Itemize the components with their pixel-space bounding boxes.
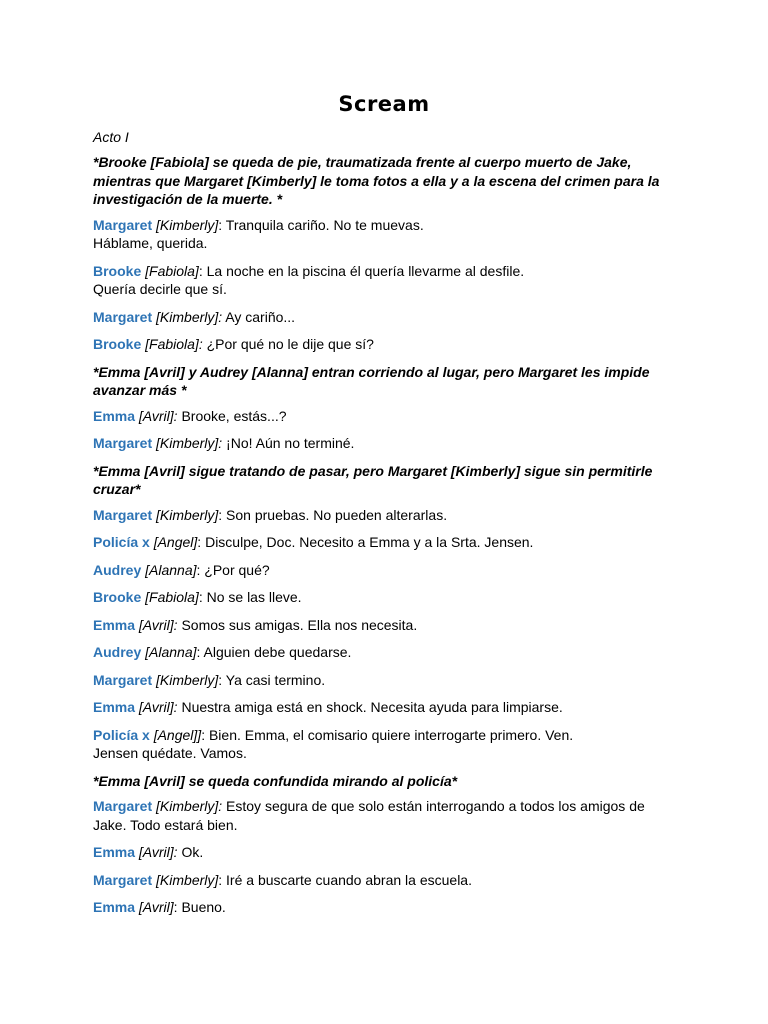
actor-name: [Angel]] bbox=[153, 726, 202, 743]
speaker-name: Emma bbox=[93, 899, 136, 915]
dialogue-line bbox=[93, 434, 673, 453]
actor-name: [Avril]: bbox=[138, 844, 178, 860]
dialogue-line bbox=[93, 335, 673, 354]
speaker-name: Emma bbox=[93, 407, 136, 424]
speaker-name: Policía x bbox=[93, 726, 150, 743]
actor-name: [Kimberly]: bbox=[156, 435, 223, 451]
stage-direction: *Emma [Avril] y Audrey [Alanna] entran corriendo al lugar, pero Margaret les impide avanzar más * bbox=[93, 363, 650, 398]
speaker-name: Margaret bbox=[93, 871, 153, 888]
actor-name: [Avril]: bbox=[138, 699, 178, 715]
actor-name: [Fabiola] bbox=[145, 262, 199, 279]
actor-name: [Kimberly]: bbox=[156, 798, 223, 814]
dialogue-line bbox=[93, 262, 673, 299]
dialogue-text: ¿Por qué? bbox=[204, 561, 270, 578]
actor-name: [Avril]: bbox=[138, 616, 178, 633]
dialogue-line bbox=[93, 797, 673, 834]
colon: : bbox=[196, 561, 201, 578]
speaker-name: Margaret bbox=[93, 308, 153, 325]
dialogue-line bbox=[93, 407, 673, 426]
dialogue-line bbox=[93, 898, 673, 917]
actor-name: [Avril] bbox=[138, 899, 174, 915]
colon: : bbox=[198, 262, 203, 279]
dialogue-text: ¡No! Aún no terminé. bbox=[226, 435, 355, 451]
actor-name: [Kimberly]: bbox=[156, 308, 223, 325]
dialogue-line bbox=[93, 533, 673, 552]
colon: : bbox=[218, 871, 223, 888]
dialogue-text: Bien. Emma, el comisario quiere interrogarte primero. Ven. Jensen quédate. Vamos. bbox=[93, 726, 574, 761]
dialogue-text: Estoy segura de que solo están interrogando a todos los amigos de Jake. Todo estará bien. bbox=[93, 798, 645, 833]
dialogue-line bbox=[93, 616, 673, 635]
dialogue-text: La noche en la piscina él quería llevarme al desfile. Quería decirle que sí. bbox=[93, 262, 525, 297]
colon: : bbox=[196, 644, 201, 660]
actor-name: [Kimberly] bbox=[156, 671, 219, 688]
speaker-name: Margaret bbox=[93, 671, 153, 688]
dialogue-line bbox=[93, 561, 673, 580]
dialogue-text: Bueno. bbox=[181, 899, 226, 915]
dialogue-text: Alguien debe quedarse. bbox=[203, 644, 352, 660]
stage-direction: *Emma [Avril] sigue tratando de pasar, pero Margaret [Kimberly] sigue sin permitirle cruzar* bbox=[93, 462, 653, 497]
dialogue-text: Brooke, estás...? bbox=[181, 407, 287, 424]
dialogue-text: Ok. bbox=[181, 844, 204, 860]
dialogue-line bbox=[93, 843, 673, 862]
dialogue-line bbox=[93, 643, 673, 662]
dialogue-text: Nuestra amiga está en shock. Necesita ayuda para limpiarse. bbox=[181, 699, 563, 715]
speaker-name: Brooke bbox=[93, 262, 142, 279]
speaker-name: Policía x bbox=[93, 534, 150, 550]
actor-name: [Angel] bbox=[153, 534, 198, 550]
dialogue-line bbox=[93, 871, 673, 890]
speaker-name: Audrey bbox=[93, 561, 142, 578]
speaker-name: Brooke bbox=[93, 589, 142, 605]
colon: : bbox=[173, 899, 178, 915]
dialogue-text: Tranquila cariño. No te muevas. Háblame, querida. bbox=[93, 216, 424, 251]
actor-name: [Fabiola]: bbox=[145, 336, 203, 352]
speaker-name: Emma bbox=[93, 844, 136, 860]
dialogue-text: Ya casi termino. bbox=[225, 671, 326, 688]
speaker-name: Audrey bbox=[93, 644, 142, 660]
dialogue-text: Son pruebas. No pueden alterarlas. bbox=[226, 506, 448, 523]
script-body bbox=[93, 153, 673, 917]
actor-name: [Alanna] bbox=[145, 644, 197, 660]
dialogue-text: Iré a buscarte cuando abran la escuela. bbox=[226, 871, 472, 888]
actor-name: [Kimberly] bbox=[156, 506, 219, 523]
dialogue-text: Disculpe, Doc. Necesito a Emma y a la Srta. Jensen. bbox=[205, 534, 534, 550]
actor-name: [Fabiola] bbox=[145, 589, 199, 605]
actor-name: [Avril]: bbox=[138, 407, 178, 424]
colon: : bbox=[201, 726, 206, 743]
dialogue-text: Somos sus amigas. Ella nos necesita. bbox=[181, 616, 418, 633]
speaker-name: Emma bbox=[93, 616, 136, 633]
colon: : bbox=[218, 506, 223, 523]
dialogue-text: Ay cariño... bbox=[225, 308, 296, 325]
dialogue-line bbox=[93, 216, 673, 253]
dialogue-line bbox=[93, 506, 673, 525]
dialogue-line bbox=[93, 588, 673, 607]
speaker-name: Margaret bbox=[93, 798, 153, 814]
page-title: Scream bbox=[338, 92, 430, 116]
colon: : bbox=[218, 671, 223, 688]
colon: : bbox=[197, 534, 202, 550]
speaker-name: Margaret bbox=[93, 506, 153, 523]
colon: : bbox=[198, 589, 203, 605]
dialogue-line bbox=[93, 308, 673, 327]
act-heading: Acto I bbox=[93, 129, 129, 145]
actor-name: [Kimberly] bbox=[156, 216, 219, 233]
stage-direction: *Emma [Avril] se queda confundida mirando al policía* bbox=[93, 772, 458, 789]
speaker-name: Emma bbox=[93, 699, 136, 715]
colon: : bbox=[218, 216, 223, 233]
speaker-name: Brooke bbox=[93, 336, 142, 352]
speaker-name: Margaret bbox=[93, 216, 153, 233]
actor-name: [Kimberly] bbox=[156, 871, 219, 888]
stage-direction: *Brooke [Fabiola] se queda de pie, traumatizada frente al cuerpo muerto de Jake, mientras que Margaret [Kimberly] le toma fotos a ella y a la escena del crimen para la investigación de la muerte. * bbox=[93, 154, 660, 207]
speaker-name: Margaret bbox=[93, 435, 153, 451]
dialogue-line bbox=[93, 671, 673, 690]
dialogue-text: ¿Por qué no le dije que sí? bbox=[206, 336, 374, 352]
dialogue-line bbox=[93, 726, 673, 763]
dialogue-line bbox=[93, 698, 673, 717]
document-page bbox=[93, 92, 673, 926]
actor-name: [Alanna] bbox=[145, 561, 197, 578]
dialogue-text: No se las lleve. bbox=[206, 589, 302, 605]
